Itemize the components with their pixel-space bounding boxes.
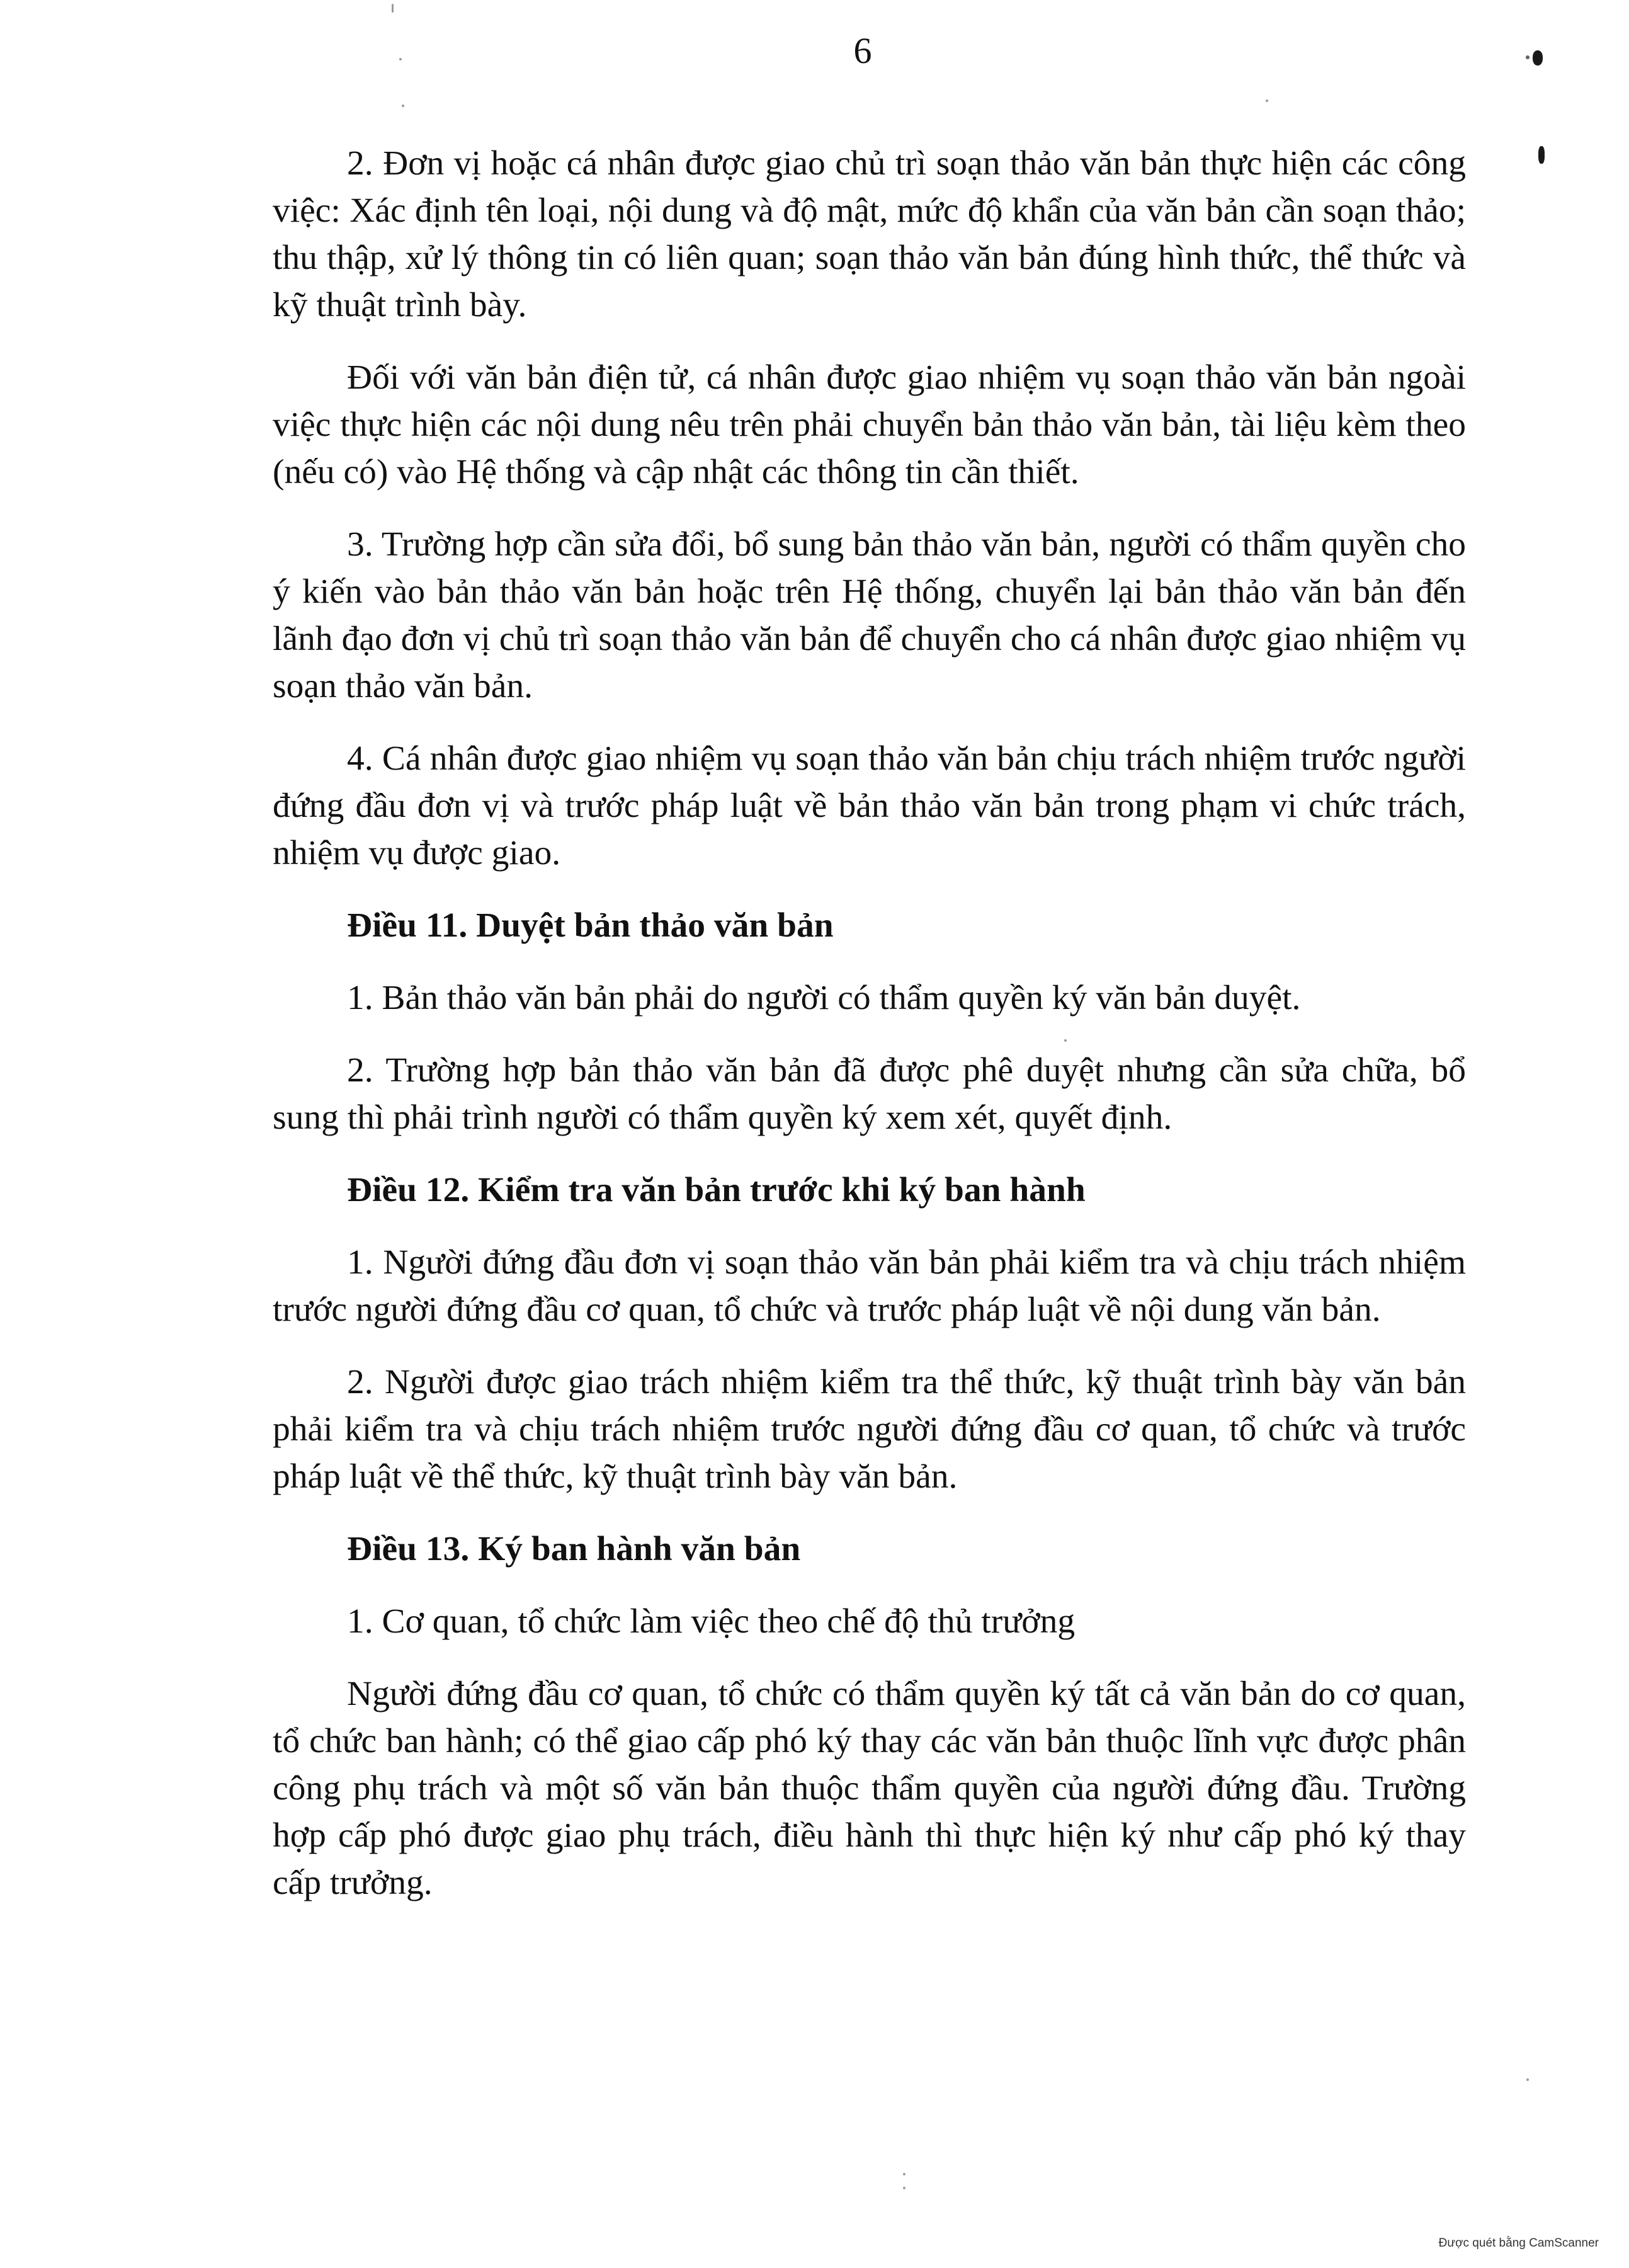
page-number: 6 [853, 30, 872, 71]
paragraph-electronic-documents: Đối với văn bản điện tử, cá nhân được giao nhiệm vụ soạn thảo văn bản ngoài việc thực hiện các nội dung nêu trên phải chuyển bản thảo văn bản, tài liệu kèm theo (nếu có) vào Hệ thống và cập nhật các thông tin cần thiết. [273, 358, 1466, 491]
article-12-clause-2: 2. Người được giao trách nhiệm kiểm tra thể thức, kỹ thuật trình bày văn bản phải kiểm tra và chịu trách nhiệm trước người đứng đầu cơ quan, tổ chức và trước pháp luật về thể thức, kỹ thuật trình bày văn bản. [273, 1363, 1466, 1496]
paragraph-2-drafting-tasks: 2. Đơn vị hoặc cá nhân được giao chủ trì soạn thảo văn bản thực hiện các công việc: Xác định tên loại, nội dung và độ mật, mức độ khẩn của văn bản cần soạn thảo; thu thập, xử lý thông tin có liên quan; soạn thảo văn bản đúng hình thức, thể thức và kỹ thuật trình bày. [273, 144, 1466, 324]
document-body [273, 140, 1466, 1932]
article-12-clause-1: 1. Người đứng đầu đơn vị soạn thảo văn bản phải kiểm tra và chịu trách nhiệm trước người đứng đầu cơ quan, tổ chức và trước pháp luật về nội dung văn bản. [273, 1243, 1466, 1329]
scan-speck [1266, 100, 1268, 102]
article-13-clause-1-detail: Người đứng đầu cơ quan, tổ chức có thẩm quyền ký tất cả văn bản do cơ quan, tổ chức ban hành; có thể giao cấp phó ký thay các văn bản thuộc lĩnh vực được phân công phụ trách và một số văn bản thuộc thẩm quyền của người đứng đầu. Trường hợp cấp phó được giao phụ trách, điều hành thì thực hiện ký như cấp phó ký thay cấp trưởng. [273, 1675, 1466, 1902]
binder-hole-mark [1526, 55, 1530, 59]
scan-speck [392, 4, 394, 13]
article-13-heading: Điều 13. Ký ban hành văn bản [347, 1530, 801, 1568]
scanner-watermark: Được quét bằng CamScanner [1438, 2237, 1599, 2250]
binder-hole-mark [1538, 146, 1545, 164]
paragraph-3-amendments: 3. Trường hợp cần sửa đổi, bổ sung bản thảo văn bản, người có thẩm quyền cho ý kiến vào bản thảo văn bản hoặc trên Hệ thống, chuyển lại bản thảo văn bản đến lãnh đạo đơn vị chủ trì soạn thảo văn bản để chuyển cho cá nhân được giao nhiệm vụ soạn thảo văn bản. [273, 525, 1466, 705]
article-11-clause-2: 2. Trường hợp bản thảo văn bản đã được phê duyệt nhưng cần sửa chữa, bổ sung thì phải trình người có thẩm quyền ký xem xét, quyết định. [273, 1051, 1466, 1137]
article-11-heading: Điều 11. Duyệt bản thảo văn bản [347, 906, 834, 945]
scan-speck [903, 2187, 905, 2189]
article-11-clause-1: 1. Bản thảo văn bản phải do người có thẩm quyền ký văn bản duyệt. [347, 979, 1301, 1017]
paragraph-4-responsibility: 4. Cá nhân được giao nhiệm vụ soạn thảo văn bản chịu trách nhiệm trước người đứng đầu đơn vị và trước pháp luật về bản thảo văn bản trong phạm vi chức trách, nhiệm vụ được giao. [273, 739, 1466, 872]
scan-speck [903, 2173, 905, 2175]
article-13-clause-1: 1. Cơ quan, tổ chức làm việc theo chế độ thủ trưởng [347, 1602, 1076, 1641]
binder-hole-mark [1533, 50, 1543, 66]
scan-speck [1526, 2078, 1529, 2081]
scan-speck [402, 105, 404, 107]
article-12-heading: Điều 12. Kiểm tra văn bản trước khi ký ban hành [347, 1171, 1086, 1209]
scan-speck [399, 58, 402, 60]
